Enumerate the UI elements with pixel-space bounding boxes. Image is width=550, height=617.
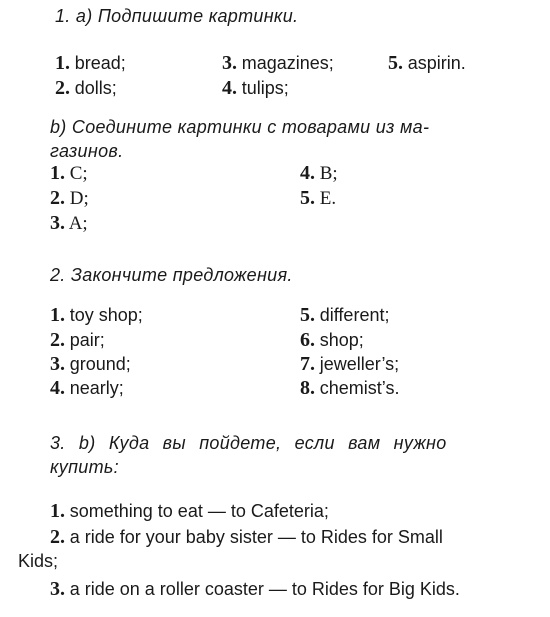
item-text: aspirin. <box>407 53 466 73</box>
item-text: magazines; <box>241 53 334 73</box>
item-number: 7. <box>300 353 315 375</box>
item-number: 2. <box>55 77 70 99</box>
item-text: something to eat — to Cafeteria; <box>69 501 329 521</box>
exercise-1b-heading-line2: газинов. <box>50 141 124 161</box>
item-text: D; <box>69 188 89 209</box>
list-item <box>388 52 466 75</box>
item-number: 4. <box>300 162 315 184</box>
item-text: toy shop; <box>69 305 143 325</box>
item-text: different; <box>319 305 390 325</box>
item-number: 3. <box>50 353 65 375</box>
item-number: 1. <box>50 500 65 522</box>
item-number: 1. <box>50 304 65 326</box>
list-item <box>55 77 117 100</box>
item-text: bread; <box>74 53 126 73</box>
list-item <box>300 353 399 376</box>
item-text: C; <box>69 163 88 184</box>
item-number: 5. <box>388 52 403 74</box>
list-item <box>50 526 443 549</box>
item-text: B; <box>319 163 338 184</box>
item-number: 1. <box>50 162 65 184</box>
exercise-1b-heading-line1: b) Соедините картинки с товарами из ма- <box>50 117 430 137</box>
item-text: nearly; <box>69 378 124 398</box>
exercise-3b-heading-line1: 3. b) Куда вы пойдете, если вам нужно <box>50 433 447 453</box>
item-text: a ride on a roller coaster — to Rides for Big Kids. <box>69 579 460 599</box>
item-number: 3. <box>50 578 65 600</box>
list-item-continuation <box>18 551 58 573</box>
list-item <box>50 578 460 601</box>
item-number: 4. <box>50 377 65 399</box>
list-item <box>222 52 334 75</box>
list-item <box>222 77 289 100</box>
item-number: 2. <box>50 526 65 548</box>
item-text: chemist’s. <box>319 378 400 398</box>
item-number: 2. <box>50 187 65 209</box>
item-number: 5. <box>300 187 315 209</box>
item-text: tulips; <box>241 78 289 98</box>
item-text: shop; <box>319 330 364 350</box>
item-number: 8. <box>300 377 315 399</box>
item-text: jeweller’s; <box>319 354 400 374</box>
item-number: 1. <box>55 52 70 74</box>
item-text: A; <box>68 213 88 234</box>
list-item <box>300 329 364 352</box>
list-item <box>300 304 389 327</box>
exercise-2-heading: 2. Закончите предложения. <box>50 265 293 285</box>
item-text: dolls; <box>74 78 117 98</box>
item-number: 4. <box>222 77 237 99</box>
item-text: ground; <box>69 354 131 374</box>
exercise-3b-heading-line2: купить: <box>50 457 119 477</box>
item-number: 2. <box>50 329 65 351</box>
list-item <box>50 353 131 376</box>
list-item <box>50 329 105 352</box>
exercise-1a-heading: 1. а) Подпишите картинки. <box>55 6 299 26</box>
list-item <box>50 500 329 523</box>
item-text: a ride for your baby sister — to Rides for Small <box>69 527 443 547</box>
item-text: pair; <box>69 330 105 350</box>
list-item <box>50 377 124 400</box>
item-text: Kids; <box>18 551 59 571</box>
item-number: 6. <box>300 329 315 351</box>
item-number: 3. <box>222 52 237 74</box>
list-item <box>55 52 126 75</box>
list-item <box>50 304 143 327</box>
list-item <box>50 187 89 210</box>
list-item <box>300 162 338 185</box>
item-text: E. <box>319 188 337 209</box>
list-item <box>300 187 336 210</box>
list-item <box>50 212 88 235</box>
item-number: 5. <box>300 304 315 326</box>
list-item <box>300 377 399 400</box>
list-item <box>50 162 88 185</box>
item-number: 3. <box>50 212 65 234</box>
